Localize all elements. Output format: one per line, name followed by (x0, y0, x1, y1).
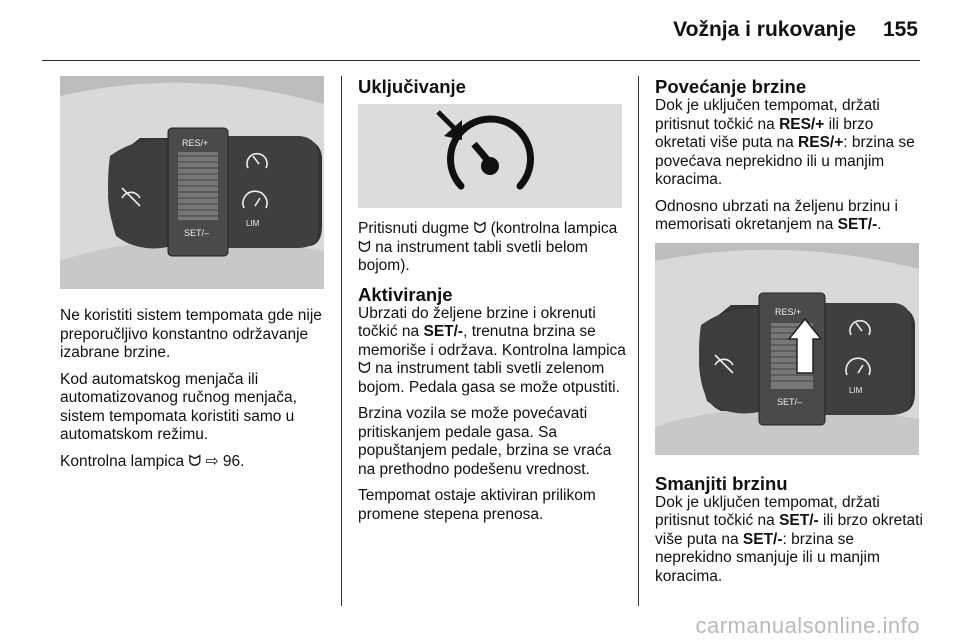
paragraph: Odnosno ubrzati na željenu brzinu i memorisati okretanjem na SET/-. (655, 197, 898, 233)
paragraph: Tempomat ostaje aktiviran prilikom promene stepena prenosa. (358, 487, 596, 523)
page-number: 155 (882, 18, 918, 41)
paragraph: Dok je uključen tempomat, držati pritisnut točkić na SET/- ili brzo okretati više puta na SET/-: brzina se neprekidno smanjuje ili u manjim koracima. (655, 493, 923, 585)
paragraph: Brzina vozila se može povećavati pritiskanjem pedale gasa. Sa popuštanjem pedale, brzina se vraća na prethodno podešenu vrednost. (358, 405, 612, 478)
paragraph: Pritisnuti dugme ᗢ (kontrolna lampica ᗢ na instrument tabli svetli belom bojom). (358, 220, 618, 274)
column-divider-1 (341, 76, 342, 606)
header-divider (42, 60, 920, 61)
cruise-control-button-icon: ᗢ (473, 220, 487, 237)
page-header (0, 0, 960, 60)
column-3 (655, 76, 923, 594)
cruise-control-lamp-icon: ᗢ (188, 452, 202, 470)
paragraph: Ubrzati do željene brzine i okrenuti točkić na SET/-, trenutna brzina se memoriše i održava. Kontrolna lampica ᗢ na instrument tabli svetli zelenom bojom. Pedala gasa se može otpustiti. (358, 304, 626, 396)
column-1 (60, 76, 328, 479)
section-title: Uključivanje (358, 76, 466, 97)
res-label: RES/+ (775, 306, 802, 317)
column-2 (358, 76, 626, 532)
speed-adjust-illustration (655, 243, 919, 455)
page-reference-arrow-icon: ⇨ (205, 452, 219, 470)
set-label: SET/– (777, 396, 803, 407)
cruise-symbol-illustration (358, 104, 622, 208)
steering-controls-illustration (60, 76, 324, 289)
cruise-symbol-figure (358, 104, 622, 208)
paragraph: Dok je uključen tempomat, držati pritisnut točkić na RES/+ ili brzo okretati više puta na RES/+: brzina se povećava neprekidno ili u manjim koracima. (655, 97, 915, 188)
lim-label: LIM (849, 385, 863, 395)
paragraph: Kontrolna lampica ᗢ ⇨ 96. (60, 452, 245, 470)
paragraph: Kod automatskog menjača ili automatizovanog ručnog menjača, sistem tempomata koristiti samo u automatskom režimu. (60, 370, 297, 443)
cruise-control-lamp-icon: ᗢ (358, 360, 371, 377)
set-label: SET/– (184, 228, 210, 238)
lim-label: LIM (246, 219, 260, 228)
speed-adjust-figure (655, 243, 919, 455)
res-label: RES/+ (182, 138, 209, 148)
column-divider-2 (638, 76, 639, 606)
section-title: Smanjiti brzinu (655, 472, 788, 494)
section-title: Aktiviranje (358, 283, 453, 305)
cruise-control-lamp-icon: ᗢ (358, 238, 371, 256)
watermark: carmanualsonline.info (695, 613, 920, 638)
chapter-title: Vožnja i rukovanje (673, 18, 856, 41)
paragraph: Ne koristiti sistem tempomata gde nije preporučljivo konstantno održavanje izabrane brzine. (60, 307, 322, 361)
section-title: Povećanje brzine (655, 76, 807, 97)
steering-controls-figure (60, 76, 324, 289)
